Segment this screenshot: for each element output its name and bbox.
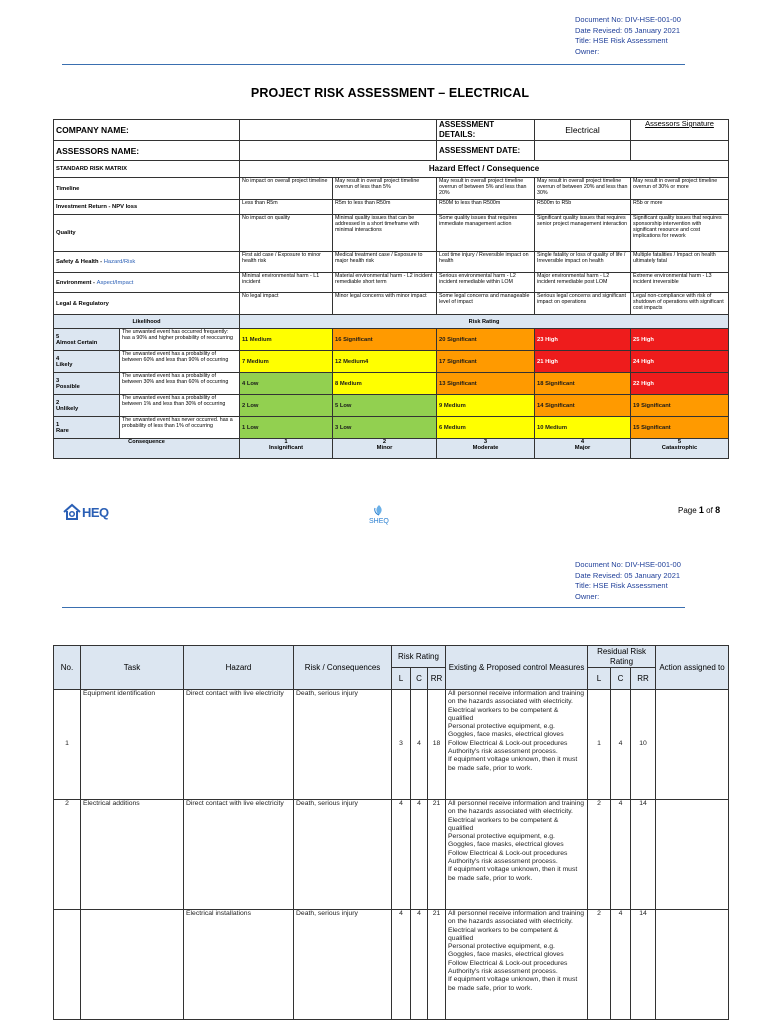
consequence-description: Material environmental harm - L2 incident remediable short term xyxy=(333,273,437,293)
assessment-date-field[interactable] xyxy=(535,141,631,161)
consequence-level xyxy=(240,439,333,459)
residual-consequence-value: 4 xyxy=(611,910,631,1020)
task-name: Electrical additions xyxy=(81,800,184,910)
date-revised: Date Revised: 05 January 2021 xyxy=(575,570,681,580)
document-number: Document No: DIV-HSE-001-00 xyxy=(575,560,681,569)
consequence-description: R50M to less than R500m xyxy=(437,200,535,215)
action-assigned[interactable] xyxy=(656,800,729,910)
task-row xyxy=(54,800,729,910)
risk-rating-cell: 13 Significant xyxy=(437,373,535,395)
risk-rating-cell: 3 Low xyxy=(333,417,437,439)
likelihood-row xyxy=(54,417,729,439)
risk-rating-cell: 10 Medium xyxy=(535,417,631,439)
consequence-description: Lost time injury / Reversible impact on health xyxy=(437,252,535,273)
consequence-category xyxy=(54,178,240,200)
sheq-logo xyxy=(369,504,389,525)
consequence-description: Extreme environmental harm - L3 incident irreversible xyxy=(631,273,729,293)
page-of-label: of xyxy=(706,506,713,515)
hazard: Direct contact with live electricity xyxy=(184,800,294,910)
risk-rating-value: 21 xyxy=(428,800,446,910)
header-divider-page2 xyxy=(62,607,685,608)
consequence-number: 4 xyxy=(580,439,585,445)
consequence-description: Significant quality issues that requires sponsorship intervention with significant resource and cost implications for rework xyxy=(631,215,729,252)
residual-consequence-value: 4 xyxy=(611,800,631,910)
page-label: Page xyxy=(678,506,697,515)
assessors-name-field[interactable] xyxy=(240,141,437,161)
sheq-emblem-icon xyxy=(372,504,386,516)
category-suffix: Aspect/Impact xyxy=(96,279,134,286)
risk-rating-cell: 18 Significant xyxy=(535,373,631,395)
likelihood-level xyxy=(54,351,120,373)
residual-risk-value: 10 xyxy=(631,690,656,800)
likelihood-value: 4 xyxy=(392,910,411,1020)
risk-rating-header: Risk Rating xyxy=(240,315,729,329)
col-no: No. xyxy=(54,646,81,690)
consequence-name: Minor xyxy=(376,445,393,451)
col-action: Action assigned to xyxy=(656,646,729,690)
consequence-description: Serious legal concerns and significant impact on operations xyxy=(535,293,631,315)
document-owner: Owner: xyxy=(575,591,600,601)
risk-rating-cell: 16 Significant xyxy=(333,329,437,351)
consequence-level xyxy=(535,439,631,459)
likelihood-description: The unwanted event has never occurred. has a probability of less than 1% of occurring xyxy=(120,417,240,439)
category-label: Legal & Regulatory xyxy=(56,300,109,307)
col-residual-c: C xyxy=(611,668,631,690)
risk-rating-cell: 22 High xyxy=(631,373,729,395)
col-residual: Residual Risk Rating xyxy=(588,646,656,668)
task-number: 2 xyxy=(54,800,81,910)
residual-likelihood-value: 1 xyxy=(588,690,611,800)
risk-rating-cell: 1 Low xyxy=(240,417,333,439)
document-title: Title: HSE Risk Assessment xyxy=(575,36,668,45)
residual-risk-value: 14 xyxy=(631,800,656,910)
consequence-description: Some quality issues that requires immediate management action xyxy=(437,215,535,252)
standard-risk-matrix-label: STANDARD RISK MATRIX xyxy=(54,161,240,178)
risk-rating-value: 18 xyxy=(428,690,446,800)
action-assigned[interactable] xyxy=(656,910,729,1020)
consequence-description: May result in overall project timeline overrun of 30% or more xyxy=(631,178,729,200)
page-total: 8 xyxy=(715,505,721,515)
control-measures: All personnel receive information and training on the hazards associated with electricity. Electrical workers to be competent & qualified Personal protective equipment, e.g. Goggles, face masks, electrical gloves Follow Electrical & Lock-out procedures Authority's risk assessment process. If equipment voltage unknown, then it must be made safe, prior to work. xyxy=(446,800,588,910)
likelihood-name: Possible xyxy=(56,383,80,390)
consequence-description: Medical treatment case / Exposure to major health risk xyxy=(333,252,437,273)
category-label: Timeline xyxy=(56,185,80,192)
likelihood-number: 4 xyxy=(56,355,60,362)
likelihood-row xyxy=(54,395,729,417)
consequence-value: 4 xyxy=(411,800,428,910)
col-residual-l: L xyxy=(588,668,611,690)
consequence-name: Insignificant xyxy=(268,445,304,451)
risk-consequence: Death, serious injury xyxy=(294,690,392,800)
document-info-page2 xyxy=(575,560,681,602)
consequence-row xyxy=(54,252,729,273)
likelihood-name: Likely xyxy=(56,361,73,368)
consequence-label: Consequence xyxy=(54,439,240,459)
likelihood-number: 2 xyxy=(56,399,60,406)
residual-risk-value: 14 xyxy=(631,910,656,1020)
assessment-details-label: ASSESSMENT DETAILS: xyxy=(437,120,535,141)
consequence-description: First aid case / Exposure to minor health risk xyxy=(240,252,333,273)
likelihood-value: 4 xyxy=(392,800,411,910)
consequence-category xyxy=(54,200,240,215)
risk-rating-cell: 15 Significant xyxy=(631,417,729,439)
likelihood-number: 3 xyxy=(56,377,60,384)
risk-rating-cell: 5 Low xyxy=(333,395,437,417)
consequence-row xyxy=(54,215,729,252)
risk-rating-cell: 9 Medium xyxy=(437,395,535,417)
risk-rating-cell: 19 Significant xyxy=(631,395,729,417)
likelihood-level xyxy=(54,373,120,395)
col-c: C xyxy=(411,668,428,690)
consequence-description: Single fatality or loss of quality of life / Irreversible impact on health xyxy=(535,252,631,273)
residual-consequence-value: 4 xyxy=(611,690,631,800)
col-l: L xyxy=(392,668,411,690)
consequence-description: Minor legal concerns with minor impact xyxy=(333,293,437,315)
consequence-row xyxy=(54,273,729,293)
consequence-description: No impact on overall project timeline xyxy=(240,178,333,200)
consequence-description: May result in overall project timeline overrun of less than 5% xyxy=(333,178,437,200)
document-number: Document No: DIV-HSE-001-00 xyxy=(575,15,681,24)
consequence-description: Multiple fatalities / Impact on health ultimately fatal xyxy=(631,252,729,273)
likelihood-header: Likelihood xyxy=(54,315,240,329)
col-residual-rr: RR xyxy=(631,668,656,690)
likelihood-name: Almost Certain xyxy=(56,339,98,346)
action-assigned[interactable] xyxy=(656,690,729,800)
likelihood-level xyxy=(54,329,120,351)
likelihood-name: Rare xyxy=(56,427,69,434)
assessors-signature-label: Assessors Signature xyxy=(631,120,729,141)
risk-rating-value: 21 xyxy=(428,910,446,1020)
page-number xyxy=(678,505,720,515)
consequence-category xyxy=(54,215,240,252)
header-divider xyxy=(62,64,685,65)
consequence-category xyxy=(54,273,240,293)
task-risk-table xyxy=(53,645,729,1020)
assessment-date-label: ASSESSMENT DATE: xyxy=(437,141,535,161)
task-number: 1 xyxy=(54,690,81,800)
heq-logo-text: HEQ xyxy=(82,504,109,520)
col-risk: Risk / Consequences xyxy=(294,646,392,690)
risk-rating-cell: 25 High xyxy=(631,329,729,351)
risk-rating-cell: 17 Significant xyxy=(437,351,535,373)
category-label: Quality xyxy=(56,230,76,236)
risk-rating-cell: 12 Medium4 xyxy=(333,351,437,373)
category-label: Environment - xyxy=(56,279,97,286)
risk-rating-cell: 6 Medium xyxy=(437,417,535,439)
page-current: 1 xyxy=(698,505,704,515)
risk-rating-cell: 11 Medium xyxy=(240,329,333,351)
consequence-name: Catastrophic xyxy=(661,445,698,451)
consequence-description: Serious environmental harm - L2 incident remediable within LOM xyxy=(437,273,535,293)
category-suffix: Hazard/Risk xyxy=(103,259,136,265)
house-icon xyxy=(62,503,82,521)
risk-rating-cell: 2 Low xyxy=(240,395,333,417)
likelihood-description: The unwanted event has a probability of between 1% and less than 30% of occurring xyxy=(120,395,240,417)
task-name: Equipment identification xyxy=(81,690,184,800)
risk-rating-cell: 24 High xyxy=(631,351,729,373)
risk-rating-cell: 23 High xyxy=(535,329,631,351)
consequence-number: 1 xyxy=(284,439,288,445)
risk-consequence: Death, serious injury xyxy=(294,800,392,910)
consequence-row xyxy=(54,293,729,315)
task-row xyxy=(54,690,729,800)
consequence-description: R5m to less than R50m xyxy=(333,200,437,215)
consequence-number: 3 xyxy=(483,439,488,445)
task-name xyxy=(81,910,184,1020)
consequence-category xyxy=(54,252,240,273)
risk-rating-cell: 7 Medium xyxy=(240,351,333,373)
document-title: Title: HSE Risk Assessment xyxy=(575,581,668,590)
consequence-row xyxy=(54,200,729,215)
risk-rating-cell: 21 High xyxy=(535,351,631,373)
likelihood-name: Unlikely xyxy=(56,405,79,412)
document-info xyxy=(575,15,681,57)
risk-matrix-table xyxy=(53,119,729,459)
consequence-number: 2 xyxy=(382,439,387,445)
assessors-signature-field[interactable] xyxy=(631,141,729,161)
consequence-description: R500m to R5b xyxy=(535,200,631,215)
assessment-details-value[interactable]: Electrical xyxy=(535,120,631,141)
consequence-description: May result in overall project timeline overrun of between 5% and less than 20% xyxy=(437,178,535,200)
consequence-category xyxy=(54,293,240,315)
task-number xyxy=(54,910,81,1020)
col-controls: Existing & Proposed control Measures xyxy=(446,646,588,690)
consequence-name: Major xyxy=(574,445,591,451)
col-risk-rating: Risk Rating xyxy=(392,646,446,668)
likelihood-description: The unwanted event has a probability of between 30% and less than 60% of occurring xyxy=(120,373,240,395)
likelihood-description: The unwanted event has a probability of between 60% and less than 90% of occurring xyxy=(120,351,240,373)
control-measures: All personnel receive information and training on the hazards associated with electricity. Electrical workers to be competent & qualified Personal protective equipment, e.g. Goggles, face masks, electrical gloves Follow Electrical & Lock-out procedures Authority's risk assessment process. If equipment voltage unknown, then it must be made safe, prior to work. xyxy=(446,690,588,800)
risk-rating-cell: 14 Significant xyxy=(535,395,631,417)
consequence-description: Major environmental harm - L2 incident remediable post LOM xyxy=(535,273,631,293)
heq-logo xyxy=(62,503,109,521)
col-hazard: Hazard xyxy=(184,646,294,690)
company-name-label: COMPANY NAME: xyxy=(54,120,240,141)
consequence-description: Less than R5m xyxy=(240,200,333,215)
consequence-description: May result in overall project timeline overrun of between 20% and less than 30% xyxy=(535,178,631,200)
consequence-level xyxy=(437,439,535,459)
category-label: Safety & Health - xyxy=(56,259,104,265)
likelihood-row xyxy=(54,373,729,395)
risk-consequence: Death, serious injury xyxy=(294,910,392,1020)
hazard: Direct contact with live electricity xyxy=(184,690,294,800)
page-title: PROJECT RISK ASSESSMENT – ELECTRICAL xyxy=(250,86,530,100)
document-owner: Owner: xyxy=(575,46,600,56)
consequence-level xyxy=(333,439,437,459)
consequence-row xyxy=(54,178,729,200)
sheq-logo-text: SHEQ xyxy=(369,518,389,525)
consequence-name: Moderate xyxy=(472,445,499,451)
col-rr: RR xyxy=(428,668,446,690)
assessors-name-label: ASSESSORS NAME: xyxy=(54,141,240,161)
likelihood-level xyxy=(54,417,120,439)
consequence-level xyxy=(631,439,729,459)
category-label: Investment Return - NPV loss xyxy=(56,204,138,210)
consequence-description: No impact on quality xyxy=(240,215,333,252)
consequence-description: Significant quality issues that requires senior project management interaction xyxy=(535,215,631,252)
consequence-description: Minimal quality issues that can be addressed in a short timeframe with minimal interactions xyxy=(333,215,437,252)
risk-rating-cell: 4 Low xyxy=(240,373,333,395)
risk-rating-cell: 8 Medium xyxy=(333,373,437,395)
residual-likelihood-value: 2 xyxy=(588,910,611,1020)
likelihood-row xyxy=(54,351,729,373)
col-task: Task xyxy=(81,646,184,690)
consequence-description: No legal impact xyxy=(240,293,333,315)
consequence-value: 4 xyxy=(411,910,428,1020)
likelihood-description: The unwanted event has occurred frequently: has a 90% and higher probability of reoccurring xyxy=(120,329,240,351)
consequence-description: Some legal concerns and manageable level of impact xyxy=(437,293,535,315)
residual-likelihood-value: 2 xyxy=(588,800,611,910)
hazard-effect-header: Hazard Effect / Consequence xyxy=(240,161,729,178)
likelihood-number: 1 xyxy=(56,421,60,428)
likelihood-row xyxy=(54,329,729,351)
risk-rating-cell: 20 Significant xyxy=(437,329,535,351)
likelihood-level xyxy=(54,395,120,417)
likelihood-value: 3 xyxy=(392,690,411,800)
company-name-field[interactable] xyxy=(240,120,437,141)
consequence-description: Legal non-compliance with risk of shutdown of operations with significant cost impacts xyxy=(631,293,729,315)
consequence-value: 4 xyxy=(411,690,428,800)
consequence-description: Minimal environmental harm - L1 incident xyxy=(240,273,333,293)
date-revised: Date Revised: 05 January 2021 xyxy=(575,25,681,35)
hazard: Electrical installations xyxy=(184,910,294,1020)
likelihood-number: 5 xyxy=(56,333,60,340)
consequence-description: R5b or more xyxy=(631,200,729,215)
task-row xyxy=(54,910,729,1020)
consequence-number: 5 xyxy=(677,439,682,445)
control-measures: All personnel receive information and training on the hazards associated with electricity. Electrical workers to be competent & qualified Personal protective equipment, e.g. Goggles, face masks, electrical gloves Follow Electrical & Lock-out procedures Authority's risk assessment process. If equipment voltage unknown, then it must be made safe, prior to work. xyxy=(446,910,588,1020)
